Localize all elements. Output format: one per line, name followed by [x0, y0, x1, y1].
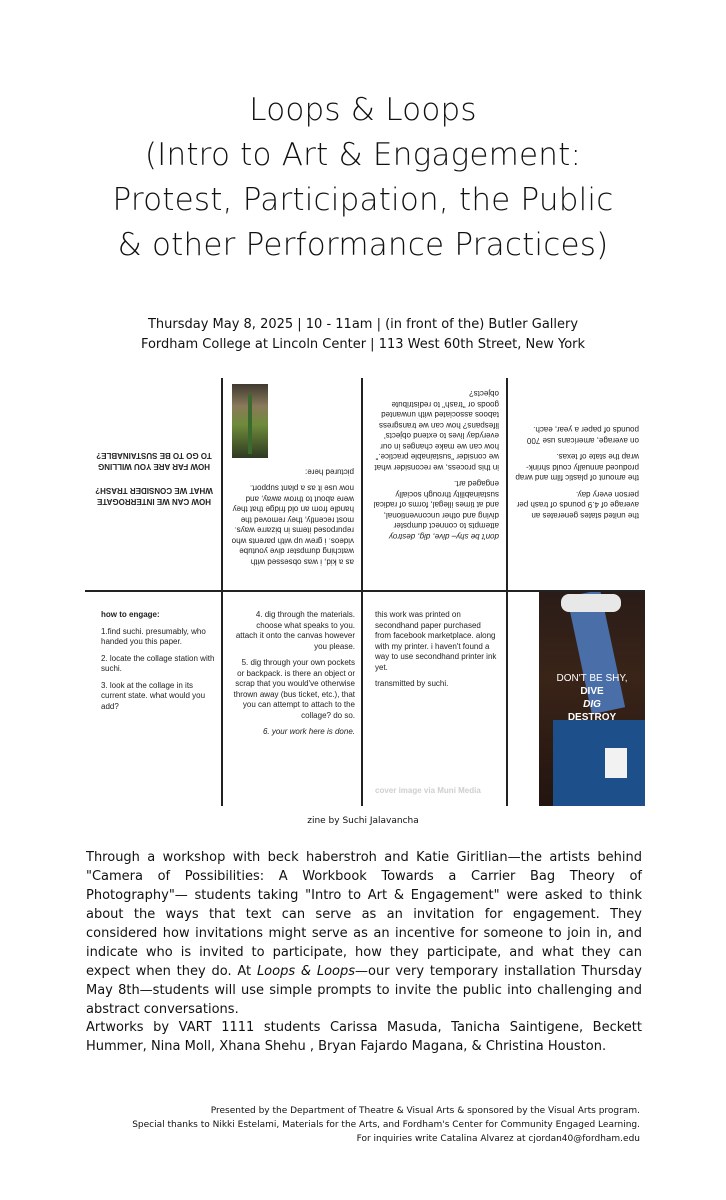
zine-panel-questions: [95, 444, 213, 506]
description-title: Loops & Loops: [256, 964, 356, 979]
zine-divider: [506, 378, 508, 806]
page-title: [0, 88, 726, 268]
engage-heading: how to engage:: [101, 610, 160, 619]
footer: [132, 1104, 640, 1146]
fridge-handle-photo: [232, 384, 268, 458]
printing-note: this work was printed on secondhand paper purchased from facebook marketplace. along with my printer. i haven't found a way to use secondhand printer ink yet.: [375, 610, 497, 672]
question-trash: HOW CAN WE INTERROGATE WHAT WE CONSIDER TRASH?: [95, 486, 213, 506]
zine-panel-engage: [101, 610, 217, 718]
event-info: [0, 315, 726, 355]
title-line: & other Performance Practices): [117, 227, 609, 263]
image-credit: cover image via Muni Media: [375, 786, 481, 795]
footer-line: For inquiries write Catalina Alvarez at cjordan40@fordham.edu: [356, 1134, 640, 1144]
zine-image: [85, 378, 645, 806]
description-text-end: —our very temporary installation Thursday May 8th—students will use simple prompts to invite the public into challenging and abstract conversations.: [86, 964, 642, 1017]
zine-panel-printing: [375, 610, 499, 696]
zine-author: zine by Suchi Jalavancha: [307, 816, 419, 826]
zine-panel-steps: [233, 610, 355, 744]
description: [86, 848, 642, 1019]
engage-step: 1.find suchi. presumably, who handed you this paper.: [101, 626, 206, 646]
question-sustainable: HOW FAR ARE YOU WILLING TO GO TO BE SUSTAINABLE?: [96, 451, 212, 471]
engage-step: 2. locate the collage station with suchi.: [101, 653, 215, 673]
artists-list: Artworks by VART 1111 students Carissa Masuda, Tanicha Saintigene, Beckett Hummer, Nina Moll, Xhana Shehu , Bryan Fajardo Magana, & Christina Houston.: [86, 1020, 642, 1054]
title-line: Protest, Participation, the Public: [112, 182, 614, 218]
intro-title: don't be shy– dive, dig, destroy: [388, 532, 499, 541]
intro-question: in this process, we reconsider what we consider "sustainable practice." how can we make changes in our everyday lives to extend objects' lifespans? how can we transgress taboos associated with unwanted goods or "trash" to redistribute objects?: [374, 389, 499, 472]
zine-divider: [361, 378, 363, 806]
zine-panel-facts: [515, 418, 639, 520]
fact-plastic: the amount of plastic film and wrap produced annually could shrink-wrap the state of texas.: [515, 452, 639, 483]
engage-step: 3. look at the collage in its current state. what would you add?: [101, 680, 206, 711]
story-caption: pictured here:: [305, 467, 354, 477]
engage-step: 6. your work here is done.: [262, 727, 355, 736]
cover-photo: [539, 592, 645, 806]
footer-line: Presented by the Department of Theatre & Visual Arts & sponsored by the Visual Arts program.: [210, 1106, 640, 1116]
engage-step: 5. dig through your own pockets or backpack. is there an object or scrap that you would've otherwise thrown away (bus ticket, etc.), that you can attempt to attach to the collage? do so.: [233, 658, 355, 720]
zine-panel-intro: [371, 382, 499, 541]
fact-paper: on average, americans use 700 pounds of paper a year, each.: [526, 425, 639, 445]
zine-divider: [221, 378, 223, 806]
story-text: as a kid, i was obsessed with watching dumpster dive youtube videos. i grew up with parents who repurposed items in bizarre ways. most recently, they removed the handle from an old fridge that they were about to throw away, and now use it as a plant support.: [231, 484, 354, 567]
cover-text: DESTROY: [567, 712, 617, 723]
event-location: Fordham College at Lincoln Center | 113 West 60th Street, New York: [140, 337, 586, 352]
cover-text: DIG: [583, 699, 601, 710]
zine-panel-story: [230, 460, 354, 567]
description-text: Through a workshop with beck haberstroh and Katie Giritlian—the artists behind "Camera of Possibilities: A Workbook Towards a Carrier Bag Theory of Photography"— students taking "Intro to Art & Engagement" were asked to think about the ways that text can serve as an invitation for engagement. They considered how invitations might serve as an incentive for someone to join in, and indicate who is invited to participate, how they participate, and what they can expect when they do. At: [86, 850, 642, 979]
title-line: (Intro to Art & Engagement:: [144, 137, 582, 173]
title-line: Loops & Loops: [249, 92, 477, 128]
footer-line: Special thanks to Nikki Estelami, Materials for the Arts, and Fordham's Center for Community Engaged Learning.: [132, 1120, 640, 1130]
engage-step: 4. dig through the materials. choose what speaks to you. attach it onto the canvas however you please.: [235, 610, 355, 651]
printing-sign: transmitted by suchi.: [375, 679, 449, 688]
fact-trash: the united states generates an average of 4.9 pounds of trash per person every day.: [516, 490, 639, 520]
event-datetime: Thursday May 8, 2025 | 10 - 11am | (in front of the) Butler Gallery: [147, 317, 579, 332]
cover-text: DON'T BE SHY,: [556, 673, 628, 684]
cover-text: DIVE: [580, 686, 604, 697]
intro-text: attempts to connect dumpster diving and other unconventional, and at times illegal, forms of radical sustainability through socially engaged art.: [373, 479, 499, 531]
